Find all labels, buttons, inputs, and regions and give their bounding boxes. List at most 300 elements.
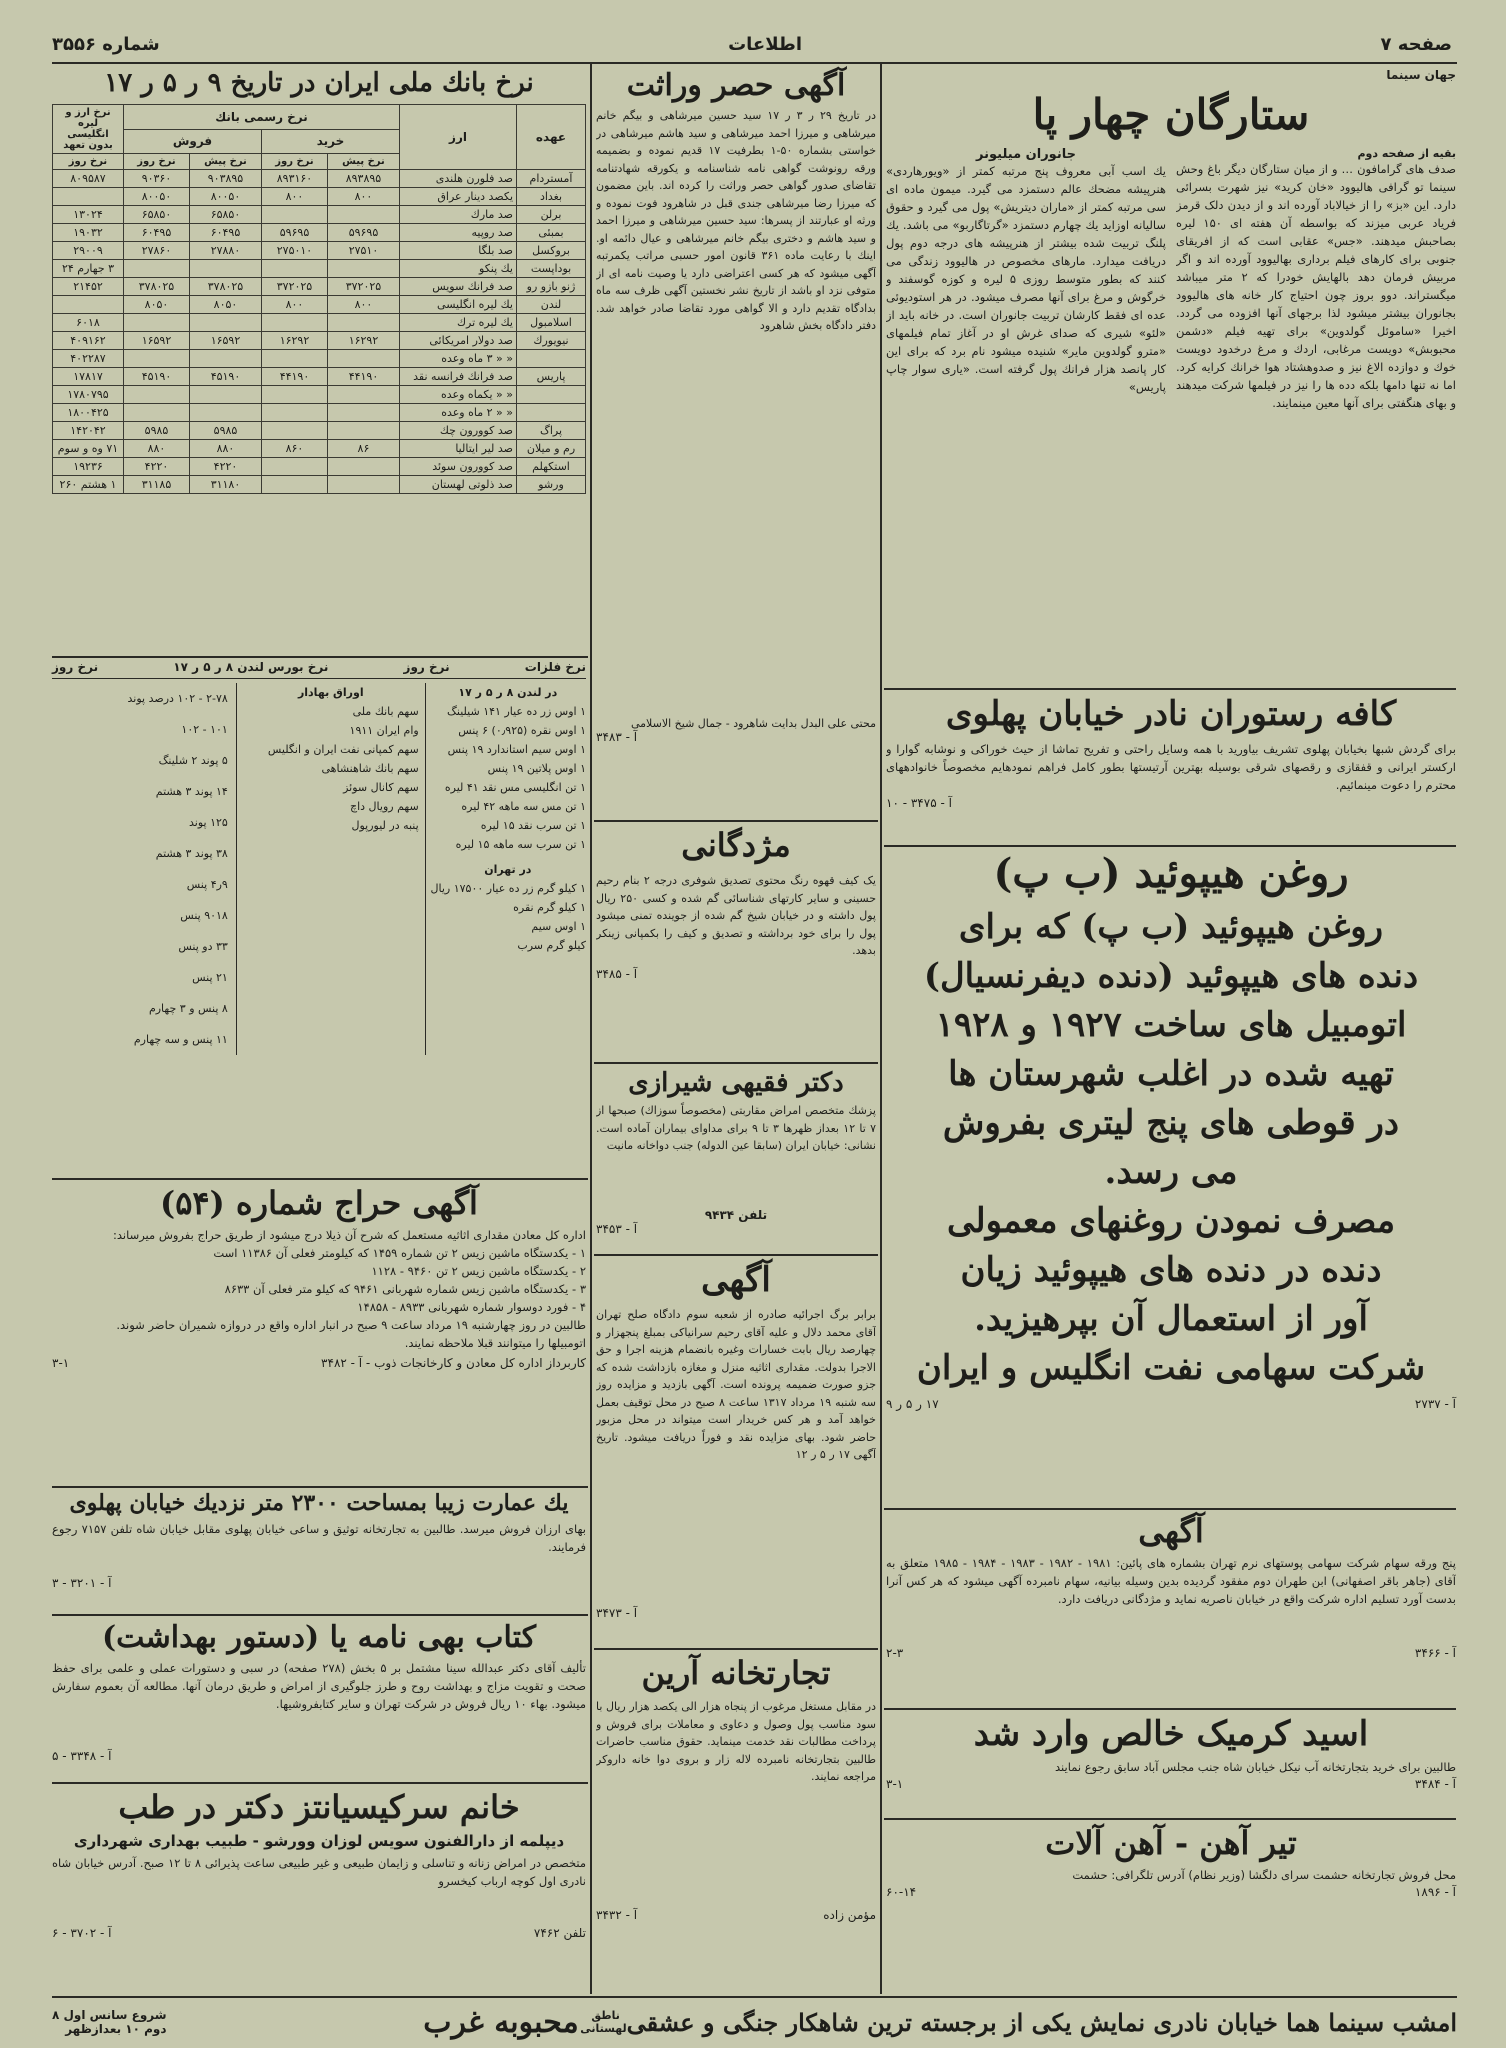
rate-cell-b2 bbox=[262, 476, 328, 494]
col-sell: فروش bbox=[124, 129, 262, 154]
rate-cell-s2 bbox=[124, 314, 190, 332]
rate-cell-place: ژنو بازو رو bbox=[517, 278, 586, 296]
auction-line: اداره کل معادن مقداری اثاثیه مستعمل که شرح آن ذیلا درج میشود از طریق حراج بفروش میرساند: bbox=[112, 1228, 586, 1242]
cinema-banner-time1: شروع سانس اول ۸ bbox=[52, 2008, 167, 2022]
iron-footer: آ - ۱۸۹۶ bbox=[1414, 1885, 1456, 1899]
rate-cell-cur: صد مارك bbox=[400, 206, 517, 224]
rate-cell-o: ۱۳۰۲۴ bbox=[53, 206, 124, 224]
london-metals bbox=[425, 683, 586, 1055]
rate-row bbox=[53, 368, 586, 386]
auction-ad bbox=[52, 1184, 586, 1484]
doctor2-footer: آ - ۳۷۰۲ - ۶ bbox=[52, 1926, 112, 1940]
rate-cell-place: بمبئی bbox=[517, 224, 586, 242]
sub-cash: نرخ روز bbox=[124, 154, 190, 170]
rate-cell-b1: ۸۰۰ bbox=[327, 188, 399, 206]
col-buy: خرید bbox=[262, 129, 400, 154]
rate-cell-o: ۱۹۲۳۶ bbox=[53, 458, 124, 476]
rate-cell-o: ۸۰۹۵۸۷ bbox=[53, 170, 124, 188]
rate-cell-o: ۱۸۰۰۴۲۵ bbox=[53, 404, 124, 422]
valuables-head: اوراق بهادار bbox=[297, 686, 364, 699]
rate-cell-cur: صد کوورون چك bbox=[400, 422, 517, 440]
rate-cell-s2: ۸۰۰۵۰ bbox=[124, 188, 190, 206]
rate-cell-place bbox=[517, 404, 586, 422]
metals-section bbox=[52, 660, 586, 1130]
rate-row bbox=[53, 440, 586, 458]
building-title: یك عمارت زیبا بمساحت ۲۳۰۰ متر نزدیك خیابان پهلوی bbox=[69, 1490, 569, 1516]
sub-draft: نرخ پیش bbox=[189, 154, 261, 170]
shares-ad bbox=[886, 1512, 1456, 1702]
shares-ref: ۲-۳ bbox=[886, 1646, 904, 1660]
sub-cash: نرخ روز bbox=[262, 154, 328, 170]
valuables bbox=[236, 683, 425, 1055]
valuable-row: پنبه در لیورپول bbox=[351, 819, 419, 832]
oil-line: تهیه شده در اغلب شهرستان ها bbox=[948, 1053, 1394, 1094]
oil-line: روغن هیپوئید (ب پ) که برای bbox=[958, 906, 1384, 947]
rate-row bbox=[53, 458, 586, 476]
rate-cell-cur: « « یکماه وعده bbox=[400, 386, 517, 404]
col-other: نرخ ارز و لیره انگلیسی بدون تعهد bbox=[53, 105, 124, 154]
rate-row bbox=[53, 314, 586, 332]
rate-cell-b1: ۸۰۰ bbox=[327, 296, 399, 314]
rate-cell-b1 bbox=[327, 260, 399, 278]
london-row: ۱ تن سرب سه ماهه ۱۵ لیره bbox=[455, 838, 586, 851]
rate-cell-b2: ۳۷۲۰۲۵ bbox=[262, 278, 328, 296]
rate-row bbox=[53, 278, 586, 296]
rate-cell-b2 bbox=[262, 260, 328, 278]
auction-line: ۱ - یکدستگاه ماشین زیس ۲ تن شماره ۱۴۵۹ که کیلومتر فعلی آن ۱۱۳۸۶ است bbox=[213, 1246, 586, 1260]
rate-row bbox=[53, 206, 586, 224]
building-ad bbox=[52, 1490, 586, 1610]
shares-footer: آ - ۳۴۶۶ bbox=[1414, 1646, 1456, 1660]
rate-cell-s2: ۴۵۱۹۰ bbox=[124, 368, 190, 386]
rate-row bbox=[53, 242, 586, 260]
tehran-row: ۱ کیلو گرم نقره bbox=[513, 901, 586, 914]
auction-title: آگهی حراج شماره (۵۴) bbox=[160, 1184, 478, 1222]
rate-cell-o bbox=[53, 296, 124, 314]
col-currency: ارز bbox=[400, 105, 517, 170]
rate-row bbox=[53, 296, 586, 314]
iron-text: محل فروش تجارتخانه حشمت سرای دلگشا (وزیر نظام) آدرس تلگرافی: حشمت bbox=[1072, 1868, 1456, 1882]
doctor-ad bbox=[596, 1068, 876, 1248]
rate-cell-b2 bbox=[262, 350, 328, 368]
oil-line: دنده های هیپوئید (دنده دیفرنسیال) bbox=[923, 955, 1419, 996]
oil-body bbox=[886, 903, 1456, 1393]
building-footer: آ - ۳۲۰۱ - ۳ bbox=[52, 1576, 112, 1590]
rate-cell-cur: « « ۳ ماه وعده bbox=[400, 350, 517, 368]
sub-cash: نرخ روز bbox=[53, 154, 124, 170]
auction-line: ۴ - فورد دوسوار شماره شهربانی ۸۹۳۳ - ۱۴۸۵۸ bbox=[357, 1300, 586, 1314]
rate-cell-s2: ۵۹۸۵ bbox=[124, 422, 190, 440]
valuable-row: سهم کانال سوئز bbox=[343, 781, 419, 794]
london-row: ۱ اوس زر ده عیار ۱۴۱ شیلینگ bbox=[447, 705, 586, 718]
metal-value: ۱۴ پوند ۳ هشتم bbox=[155, 785, 228, 798]
column-rule-middle bbox=[590, 64, 592, 1994]
rate-cell-b2: ۸۶۰ bbox=[262, 440, 328, 458]
rate-cell-b2: ۲۷۵۰۱۰ bbox=[262, 242, 328, 260]
metal-value: ۲۱ پنس bbox=[192, 971, 228, 984]
rate-cell-b1 bbox=[327, 206, 399, 224]
metal-value: ۱۰۱ - ۱۰۲ bbox=[181, 723, 228, 736]
rate-cell-s2: ۲۷۸۶۰ bbox=[124, 242, 190, 260]
rate-cell-b2: ۸۹۳۱۶۰ bbox=[262, 170, 328, 188]
london-row: ۱ تن مس سه ماهه ۴۲ لیره bbox=[461, 800, 586, 813]
rate-cell-s1: ۹۰۳۸۹۵ bbox=[189, 170, 261, 188]
acid-title: اسید کرمیک خالص وارد شد bbox=[973, 1714, 1369, 1754]
rate-cell-b1: ۸۶ bbox=[327, 440, 399, 458]
cinema-subhead: جانوران میلیونر bbox=[976, 147, 1076, 162]
rate-cell-s1: ۳۷۸۰۲۵ bbox=[189, 278, 261, 296]
divider bbox=[884, 1508, 1456, 1510]
divider bbox=[594, 1062, 878, 1064]
divider bbox=[884, 1818, 1456, 1820]
rate-cell-cur: صد بلگا bbox=[400, 242, 517, 260]
rate-cell-s2: ۶۰۴۹۵ bbox=[124, 224, 190, 242]
divider bbox=[884, 688, 1456, 690]
rate-cell-s1 bbox=[189, 386, 261, 404]
cinema-banner-text: امشب سینما هما خیابان نادری نمایش یکی از برجسته ترین شاهکار جنگی و عشقی bbox=[626, 2007, 1457, 2037]
rate-cell-o bbox=[53, 188, 124, 206]
book-text: تألیف آقای دکتر عبدالله سینا مشتمل بر ۵ بخش (۲۷۸ صفحه) در سبی و دستورات عملی و علمی برای حفظ صحت و تقویت مزاج و بهداشت روح و طرز جلوگیری از امراض و طریق درمان آنها. مطالعه آن بعموم سفارش میشود. بهاء ۱۰ ریال فروش در شرکت تهران و سایر کتابفروشیها. bbox=[52, 1661, 586, 1711]
court-text: برابر برگ اجرائیه صادره از شعبه سوم دادگاه صلح تهران آقای محمد دلال و علیه آقای رحیم سرانیاکی بمبلغ پنجهزار و چهارصد ریال بابت خسارات وغیره بانضمام هزینه اجرا و حق الاجرا بدولت. مقداری اثاثیه منزل و مغازه بازداشت شده که جزو صورت ضمیمه پرونده است. آگهی بازدید و مزایده روز سه شنبه ۱۹ مرداد ۱۳۱۷ ساعت ۸ صبح در محل توقیف بعمل خواهد آمد و هر کس خریدار است میتواند در محل مزبور حاضر شود. بهای مزایده نقد و فوراً دریافت میشود. تاریخ آگهی ۱۷ ر ۵ ر ۱۲ bbox=[596, 1308, 876, 1461]
rate-cell-place: برلن bbox=[517, 206, 586, 224]
oil-line: آور از استعمال آن بپرهیزید. bbox=[974, 1298, 1368, 1339]
cinema-banner bbox=[52, 2000, 1457, 2044]
sub-draft: نرخ پیش bbox=[327, 154, 399, 170]
rate-cell-s1 bbox=[189, 314, 261, 332]
divider bbox=[594, 1648, 878, 1650]
reward-footer: آ - ۳۴۸۵ bbox=[596, 967, 638, 981]
rate-cell-s1: ۶۵۸۵۰ bbox=[189, 206, 261, 224]
rate-cell-s1 bbox=[189, 350, 261, 368]
rate-cell-cur: صد فرانك سویس bbox=[400, 278, 517, 296]
metal-value: ۳۸ پوند ۳ هشتم bbox=[155, 847, 228, 860]
valuable-row: سهم بانك ملی bbox=[352, 705, 419, 718]
rate-cell-place bbox=[517, 350, 586, 368]
doctor-phone: تلفن ۹۴۳۴ bbox=[704, 1208, 768, 1222]
auction-body bbox=[52, 1226, 586, 1352]
rate-row bbox=[53, 422, 586, 440]
rate-cell-o: ۱۴۲۰۴۲ bbox=[53, 422, 124, 440]
rate-row bbox=[53, 188, 586, 206]
rate-cell-place: نیویورك bbox=[517, 332, 586, 350]
auction-line: اتومبیلها را میتوانند قبلا ملاحظه نمایند. bbox=[404, 1336, 586, 1350]
court-ad bbox=[596, 1260, 876, 1640]
rate-cell-s1: ۸۸۰ bbox=[189, 440, 261, 458]
rate-cell-o: ۴۰۲۲۸۷ bbox=[53, 350, 124, 368]
rate-cell-s1 bbox=[189, 404, 261, 422]
divider bbox=[52, 1782, 588, 1784]
arin-text: در مقابل مستغل مرغوب از پنجاه هزار الی یکصد هزار ریال با سود مناسب پول وصول و دعاوی و معاملات برای فروش و پرداخت مطالبات نقد خدمت مینماید. حقوق مناسب حاضرات طالبین بتجارتخانه نامبرده لاله زار و بروی دوا خانه داروکر مراجعه نمایند. bbox=[596, 1700, 876, 1783]
rate-cell-place: لندن bbox=[517, 296, 586, 314]
rate-cell-b1 bbox=[327, 422, 399, 440]
rate-cell-b2: ۵۹۶۹۵ bbox=[262, 224, 328, 242]
metal-value: ۹ر۴ پنس bbox=[186, 878, 228, 891]
doctor-text: پزشك متخصص امراض مقاربتی (مخصوصاً سوزاك) صبحها از ۷ تا ۱۲ بعداز ظهرها ۳ تا ۹ برای مداوای بیماران آماده است. نشانی: خیابان ایران (سابقا عین الدوله) جنب دواخانه مانیت bbox=[596, 1104, 876, 1152]
tehran-head: در تهران bbox=[484, 863, 532, 876]
metals-header-day: نرخ روز bbox=[403, 660, 450, 674]
rate-cell-place: اسلامبول bbox=[517, 314, 586, 332]
building-text: بهای ارزان فروش میرسد. طالبین به تجارتخانه توثیق و ساعی خیابان پهلوی مقابل خیابان شاه تلفن ۷۱۵۷ رجوع فرمایند. bbox=[52, 1522, 586, 1554]
rate-cell-s1: ۸۰۰۵۰ bbox=[189, 188, 261, 206]
cinema-column bbox=[886, 68, 1456, 678]
reward-title: مژدگانی bbox=[681, 826, 791, 864]
rate-cell-cur: صد روپیه bbox=[400, 224, 517, 242]
divider bbox=[52, 1486, 588, 1488]
rate-cell-b1: ۵۹۶۹۵ bbox=[327, 224, 399, 242]
rate-cell-place: آمستردام bbox=[517, 170, 586, 188]
rate-row bbox=[53, 386, 586, 404]
bank-rates-table bbox=[52, 104, 586, 494]
rate-cell-o: ۱۷۸۱۷ bbox=[53, 368, 124, 386]
rate-cell-s2: ۸۰۵۰ bbox=[124, 296, 190, 314]
acid-text: طالبین برای خرید بتجارتخانه آب نیکل خیابان شاه جنب مجلس آباد سابق رجوع نمایند bbox=[1054, 1760, 1456, 1774]
rate-cell-cur: « « ۲ ماه وعده bbox=[400, 404, 517, 422]
restaurant-text: برای گردش شبها بخیابان پهلوی تشریف بیاورید با همه وسایل راحتی و تفریح تماشا از حیث خوراکی و نوشابه گوارا و ارکستر ایرانی و قفقازی و رقصهای شرقی بوسیله بهترین آرتیستها بطور کامل فراهم نمودهایم مخصوصاً خانوادههای محترم را دعوت مینمائیم. bbox=[886, 742, 1456, 792]
rate-row bbox=[53, 260, 586, 278]
rate-cell-s2 bbox=[124, 404, 190, 422]
cinema-banner-film: محبوبه غرب bbox=[423, 2004, 579, 2040]
valuable-row: وام ایران ۱۹۱۱ bbox=[349, 724, 419, 737]
oil-line: مصرف نمودن روغنهای معمولی bbox=[946, 1200, 1396, 1241]
rate-cell-b1: ۴۴۱۹۰ bbox=[327, 368, 399, 386]
arin-sign: مؤمن زاده bbox=[823, 1908, 876, 1922]
rate-cell-b2: ۱۶۲۹۲ bbox=[262, 332, 328, 350]
rate-cell-b2: ۴۴۱۹۰ bbox=[262, 368, 328, 386]
rate-cell-b2 bbox=[262, 314, 328, 332]
doctor-title: دکتر فقیهی شیرازی bbox=[628, 1068, 844, 1098]
divider bbox=[52, 1996, 1457, 1998]
rate-cell-b1 bbox=[327, 314, 399, 332]
cinema-sub-text: یك اسب آبی معروف پنج مرتبه کمتر از «ویورهاردی» هنرپیشه مضحك عالم دستمزد می گیرد. میمون ماده ای سی مرتبه کمتر از «ماران دیتریش» پول می گیرد و حقوق سالیانه اوزاید یك چهارم دستمزد «گرتاگاربو» می باشد. یك پلنگ تربیت شده بیشتر از هنرپیشه های درجه دوم پول دریافت میدارد. مارهای مخصوص در هالیوود زندگی می کنند که بطور متوسط روزی ۵ لیره و کوزه گوسفند و خرگوش و مرغ برای آنها مصرف میشود. در هر استودیوئی عده ای فقط کارشان تربیت جانوران است. در خانه باید از «لئو» شیری که صدای غرش او در آغاز تمام فیلمهای «مترو گولدوین مایر» شنیده میشود نام برد که برای این کار پانصد هزار فرانك پول گرفته است. «یاری سوار چاپ پاریس» bbox=[886, 164, 1166, 394]
masthead-rule bbox=[52, 62, 1457, 64]
rate-cell-o: ۶۰۱۸ bbox=[53, 314, 124, 332]
metals-header-rate: نرخ روز bbox=[52, 660, 99, 674]
london-row: ۱ اوس پلاتین ۱۹ پنس bbox=[487, 762, 586, 775]
rate-cell-place: ورشو bbox=[517, 476, 586, 494]
rate-cell-place: پراگ bbox=[517, 422, 586, 440]
metal-value: ۳۳ دو پنس bbox=[178, 940, 228, 953]
rate-cell-b2 bbox=[262, 386, 328, 404]
rate-cell-b2 bbox=[262, 404, 328, 422]
rate-cell-b1 bbox=[327, 476, 399, 494]
rate-cell-o: ۲۹۰۰۹ bbox=[53, 242, 124, 260]
rate-cell-cur: یکصد دینار عراق bbox=[400, 188, 517, 206]
rate-cell-cur: صد فرانك فرانسه نقد bbox=[400, 368, 517, 386]
rate-cell-b1 bbox=[327, 404, 399, 422]
rate-cell-s2 bbox=[124, 386, 190, 404]
rate-cell-cur: یك لیره ترك bbox=[400, 314, 517, 332]
book-ad bbox=[52, 1620, 586, 1780]
shares-title: آگهی bbox=[1138, 1512, 1204, 1550]
col-obligation: عهده bbox=[517, 105, 586, 170]
oil-line: در قوطی های پنج لیتری بفروش bbox=[942, 1102, 1400, 1143]
issue-number: شماره ۳۵۵۶ bbox=[52, 34, 160, 55]
rate-cell-b1: ۲۷۵۱۰ bbox=[327, 242, 399, 260]
reward-text: یک کیف قهوه رنگ محتوی تصدیق شوفری درجه ۲ بنام رحیم حسینی و سایر کارتهای شناسائی گم شده و کسی ۲۵۰ ریال پول داشته و در خیابان شیخ گم شده از جوینده تمنی میشود پول را برای خود برداشته و تصدیق و کیف را بکمپانی زینکر بدهد. bbox=[596, 874, 876, 957]
rate-cell-place: بوداپست bbox=[517, 260, 586, 278]
restaurant-title: کافه رستوران نادر خیابان پهلوی bbox=[945, 694, 1397, 734]
rate-cell-s1: ۵۹۸۵ bbox=[189, 422, 261, 440]
oil-title: روغن هیپوئید (ب پ) bbox=[993, 850, 1349, 897]
divider bbox=[52, 1178, 588, 1180]
book-title: کتاب بهی نامه یا (دستور بهداشت) bbox=[101, 1620, 537, 1655]
auction-ref: ۳-۱ bbox=[52, 1356, 70, 1370]
court-title: آگهی bbox=[701, 1260, 771, 1300]
acid-ad bbox=[886, 1714, 1456, 1814]
oil-footer: آ - ۲۷۳۷ bbox=[1414, 1396, 1456, 1411]
rate-cell-o: ۴۰۹۱۶۲ bbox=[53, 332, 124, 350]
rate-cell-place: استکهلم bbox=[517, 458, 586, 476]
rate-cell-s1: ۲۷۸۸۰ bbox=[189, 242, 261, 260]
inheritance-ad bbox=[596, 68, 876, 813]
rate-cell-o: ۱۹۰۳۲ bbox=[53, 224, 124, 242]
bank-rates-rows bbox=[53, 170, 586, 494]
rate-cell-s1: ۴۲۲۰ bbox=[189, 458, 261, 476]
column-rule-right bbox=[880, 64, 882, 1994]
rate-cell-b1: ۱۶۲۹۲ bbox=[327, 332, 399, 350]
rate-cell-s2: ۳۷۸۰۲۵ bbox=[124, 278, 190, 296]
court-footer: آ - ۳۴۷۳ bbox=[596, 1606, 638, 1620]
rate-cell-s1 bbox=[189, 260, 261, 278]
rate-row bbox=[53, 332, 586, 350]
rate-cell-o: ۲۱۴۵۲ bbox=[53, 278, 124, 296]
shares-text: پنج ورقه سهام شرکت سهامی پوستهای نرم تهران بشماره های پائین: ۱۹۸۱ - ۱۹۸۲ - ۱۹۸۳ - ۱۹۸۴ - ۱۹۸۵ متعلق به آقای (جاهر باقر اصفهانی) ابن طهران دوم مفقود گردیده بدین وسیله بیانیه، سهام نامبرده آگهی میشود که هر کس آنرا بدست آورد تسلیم اداره شرکت واقع در خیابان ناصریه نماید و مژدگانی دریافت دارد. bbox=[886, 1556, 1456, 1606]
divider bbox=[52, 1614, 588, 1616]
reward-ad bbox=[596, 826, 876, 1001]
cinema-banner-tag: ناطق لهستانی bbox=[580, 2009, 627, 2035]
metal-value: ۱۲۵ پوند bbox=[189, 816, 228, 829]
inheritance-title: آگهی حصر وراثت bbox=[626, 68, 846, 103]
doctor2-text: متخصص در امراض زنانه و تناسلی و زایمان طبیعی و غیر طبیعی ساعت پذیرائی ۸ تا ۱۲ صبح. آدرس خیابان شاه نادری اول کوچه ارباب کیخسرو bbox=[52, 1856, 586, 1888]
col-official: نرخ رسمی بانك bbox=[124, 105, 400, 130]
metal-value: ۹۰۱۸ پنس bbox=[180, 909, 228, 922]
metals-header: نرخ فلزات bbox=[524, 660, 586, 674]
bank-rates bbox=[52, 68, 586, 648]
rate-cell-o: ۱ هشتم ۲۶۰ bbox=[53, 476, 124, 494]
auction-footer: کاربرداز اداره کل معادن و کارخانجات ذوب - آ - ۳۴۸۲ bbox=[321, 1356, 586, 1370]
iron-ref: ۶۰-۱۴ bbox=[886, 1885, 917, 1899]
rate-cell-cur: یك لیره انگلیسی bbox=[400, 296, 517, 314]
london-row: ۱ اوس سیم استاندارد ۱۹ پنس bbox=[447, 743, 586, 756]
rate-cell-b1 bbox=[327, 350, 399, 368]
metals-header-date: نرخ بورس لندن ۸ ر ۵ ر ۱۷ bbox=[173, 660, 329, 674]
bank-rates-title: نرخ بانك ملی ایران در تاریخ ۹ ر ۵ ر ۱۷ bbox=[104, 68, 534, 98]
oil-date: ۱۷ ر ۵ ر ۹ bbox=[886, 1396, 939, 1411]
rate-cell-place: پاریس bbox=[517, 368, 586, 386]
rate-cell-s1: ۶۰۴۹۵ bbox=[189, 224, 261, 242]
valuable-row: سهم رویال داچ bbox=[350, 800, 419, 813]
iron-ad bbox=[886, 1824, 1456, 1924]
london-row: ۱ اوس نقره (۰٫۹۲۵) ۶ پنس bbox=[458, 724, 586, 737]
inheritance-footer: آ - ۳۴۸۳ bbox=[596, 730, 638, 744]
rate-cell-b1: ۳۷۲۰۲۵ bbox=[327, 278, 399, 296]
doctor2-ad bbox=[52, 1788, 586, 1993]
rate-cell-cur: صد لیر ایتالیا bbox=[400, 440, 517, 458]
rate-row bbox=[53, 404, 586, 422]
rate-cell-cur: یك پنکو bbox=[400, 260, 517, 278]
acid-footer: آ - ۳۴۸۴ bbox=[1414, 1777, 1456, 1791]
oil-line: می رسد. bbox=[1104, 1151, 1238, 1192]
rate-cell-place: بغداد bbox=[517, 188, 586, 206]
london-head: در لندن ۸ ر ۵ ر ۱۷ bbox=[458, 686, 558, 699]
inheritance-text: در تاریخ ۲۹ ر ۳ ر ۱۷ سید حسین میرشاهی و بیگم خانم میرشاهی و میرزا احمد میرشاهی و سید هاشم میرشاهی در خواستی بشماره ۵۰-۱ بطرفیت ۱۷ قدیم نموده و بضمیمه ورقه رونوشت گواهی نامه شناسنامه و یکورقه شهادتنامه تقاضای صدور گواهی حصر وراثت را کرده اند. باین مضمون که میرزا رضا میرشاهی جندی قبل در شاهرود فوت نموده و ورثه او عبارتند از پسرها: سید حسین میرشاهی و میرزا احمد و سید هاشم و دختری بیگم خانم میرشاهی و عیال دائمه او. اینك با رعایت ماده ۳۶۱ قانون امور حسبی مراتب یکمرتبه آگهی میشود که هر کسی اعتراضی دارد یا وصیت نامه ای از متوفی نزد او باشد از تاریخ نشر نخستین آگهی ظرف سه ماه بدادگاه تقدیم دارد و الا گواهی مورد تقاضا صادر خواهد شد. دفتر دادگاه بخش شاهرود bbox=[596, 109, 876, 332]
arin-footer: آ - ۳۴۳۲ bbox=[596, 1908, 638, 1922]
rate-cell-b2 bbox=[262, 458, 328, 476]
divider bbox=[52, 656, 588, 658]
paper-name: اطلاعات bbox=[728, 34, 802, 55]
doctor2-title: خانم سرکیسیانتز دکتر در طب bbox=[118, 1788, 520, 1826]
rate-cell-s2: ۱۶۵۹۲ bbox=[124, 332, 190, 350]
oil-line: اتومبیل های ساخت ۱۹۲۷ و ۱۹۲۸ bbox=[935, 1004, 1407, 1045]
arin-title: تجارتخانه آرین bbox=[641, 1654, 831, 1692]
oil-company: شرکت سهامی نفت انگلیس و ایران bbox=[916, 1347, 1426, 1388]
rate-cell-b2 bbox=[262, 206, 328, 224]
divider bbox=[594, 820, 878, 822]
rate-cell-b2: ۸۰۰ bbox=[262, 188, 328, 206]
rate-cell-cur: صد فلورن هلندی bbox=[400, 170, 517, 188]
rate-cell-s2 bbox=[124, 260, 190, 278]
acid-ref: ۳-۱ bbox=[886, 1777, 904, 1791]
rate-cell-b1 bbox=[327, 386, 399, 404]
rate-cell-s2: ۸۸۰ bbox=[124, 440, 190, 458]
rate-cell-cur: صد ذلوتی لهستان bbox=[400, 476, 517, 494]
cinema-continued: بقیه از صفحه دوم bbox=[1357, 147, 1456, 160]
divider bbox=[594, 1254, 878, 1256]
divider bbox=[884, 1708, 1456, 1710]
metal-value: ۵ پوند ۲ شلینگ bbox=[158, 754, 228, 767]
rate-row bbox=[53, 476, 586, 494]
metal-value: ۲-۷۸ - ۱۰۲ درصد پوند bbox=[127, 692, 228, 705]
rate-cell-b2: ۸۰۰ bbox=[262, 296, 328, 314]
tehran-row: کیلو گرم سرب bbox=[517, 939, 586, 952]
restaurant-ad bbox=[886, 694, 1456, 839]
rate-cell-s2: ۳۱۱۸۵ bbox=[124, 476, 190, 494]
cinema-banner-time2: دوم ۱۰ بعدازظهر bbox=[65, 2022, 167, 2036]
restaurant-footer: آ - ۳۴۷۵ - ۱۰ bbox=[886, 796, 952, 810]
rate-cell-s2: ۴۲۲۰ bbox=[124, 458, 190, 476]
tehran-row: ۱ اوس سیم bbox=[531, 920, 586, 933]
rate-cell-s2 bbox=[124, 350, 190, 368]
doctor2-phone: تلفن ۷۴۶۲ bbox=[533, 1926, 586, 1940]
doctor-footer: آ - ۳۴۵۳ bbox=[596, 1222, 638, 1236]
rate-cell-o: ۱۷۸۰۷۹۵ bbox=[53, 386, 124, 404]
valuable-row: سهم کمپانی نفت ایران و انگلیس bbox=[267, 743, 419, 756]
masthead bbox=[52, 30, 1452, 60]
london-row: ۱ تن سرب نقد ۱۵ لیره bbox=[480, 819, 586, 832]
arin-ad bbox=[596, 1654, 876, 1994]
rate-row bbox=[53, 224, 586, 242]
rate-cell-place bbox=[517, 386, 586, 404]
rate-cell-o: ۳ جهارم ۲۴ bbox=[53, 260, 124, 278]
rate-cell-s2: ۶۵۸۵۰ bbox=[124, 206, 190, 224]
rate-cell-s1: ۴۵۱۹۰ bbox=[189, 368, 261, 386]
oil-ad bbox=[886, 852, 1456, 1502]
auction-line: ۳ - یکدستگاه ماشین زیس شماره شهربانی ۹۴۶۱ که کیلو متر فعلی آن ۸۶۳۳ bbox=[224, 1282, 586, 1296]
tehran-row: ۱ کیلو گرم زر ده عیار ۱۷۵۰۰ ریال bbox=[430, 882, 586, 895]
rate-cell-cur: صد دولار امریکائی bbox=[400, 332, 517, 350]
iron-title: تیر آهن - آهن آلات bbox=[1045, 1824, 1297, 1862]
rate-cell-b1: ۸۹۳۸۹۵ bbox=[327, 170, 399, 188]
oil-line: دنده در دنده های هیپوئید زیان bbox=[960, 1249, 1382, 1290]
divider bbox=[884, 845, 1456, 847]
rate-cell-s1: ۳۱۱۸۰ bbox=[189, 476, 261, 494]
auction-line: طالبین در روز چهارشنبه ۱۹ مرداد ساعت ۹ صبح در انبار اداره واقع در دروازه شمیران حاضر شوند. bbox=[116, 1318, 586, 1332]
rate-cell-b1 bbox=[327, 458, 399, 476]
cinema-intro: صدف های گرامافون … و از میان ستارگان دیگر باغ وحش سینما تو گرافی هالیوود «خان کرید» نیز شهرت بسرائی دارد. این «بز» را از خیالاباد آورده اند و از دیدن دلک قرمز فریاد عربی میزند که بواسطه آن هفته ای ۱۵۰ لیره بصاحبش میدهند. «جس» عقابی است که از افریقای جنوبی برای کارهای فیلم برداری بهالیوود آورده اند و اگر مربیش فرمان دهد بالهایش خودرا که ۲ متر میباشد میگستراند. دوو بروز چون احتیاج کار خانه های هالیوود بجانوران بیشتر میشود لذا برجهای آنها افزوده می گردد. اخیرا «ساموئل گولدوین» برای تهیه فیلم «دشمن محبوبش» دویست مرغابی، اردك و مرغ درخدود دویست خوك و دوازده الاغ نیز و صدوهشتاد هوا خرانك کرایه کرد. اما نه تنها دامها بلکه دده ها را نیز در فیلمها شرکت میدهند و بهای هنگفتی برای آنها معین مینمایند. bbox=[1176, 162, 1456, 410]
rate-cell-b2 bbox=[262, 422, 328, 440]
metal-values bbox=[52, 683, 236, 1055]
rate-row bbox=[53, 350, 586, 368]
